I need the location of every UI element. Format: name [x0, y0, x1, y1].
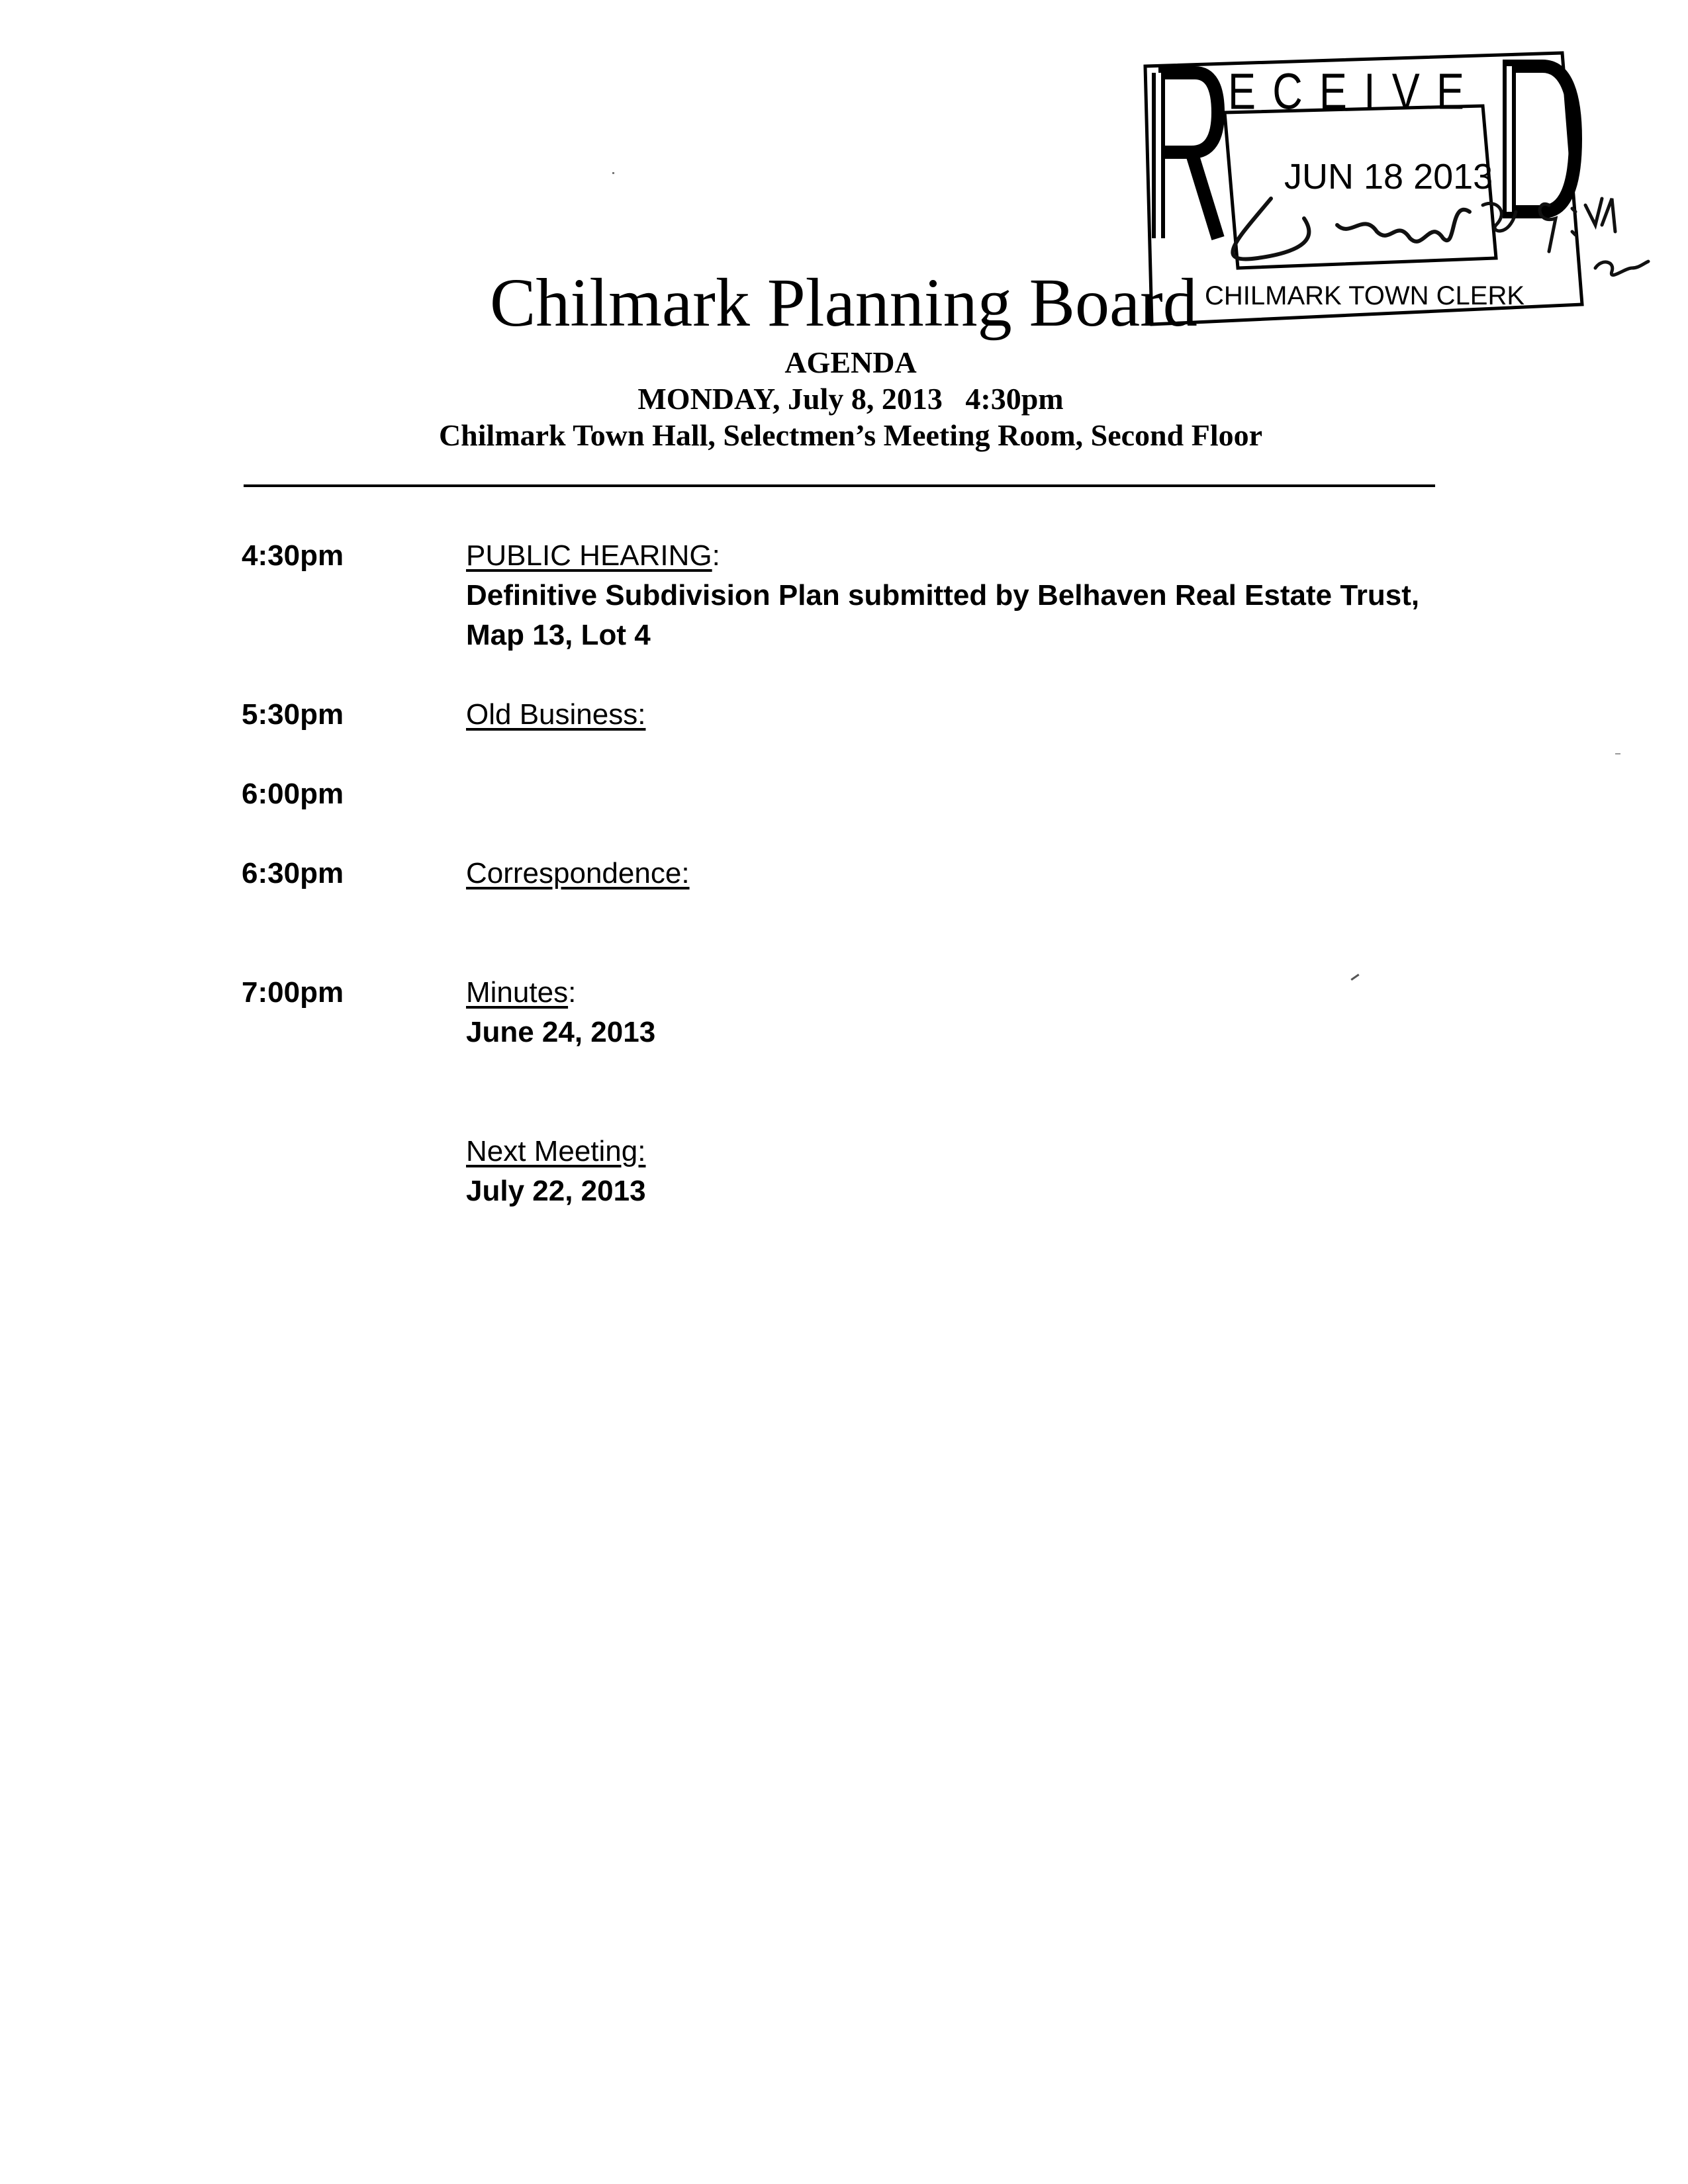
agenda-section-label [466, 973, 576, 1013]
agenda-time: 5:30pm [242, 698, 344, 731]
label-colon: : [712, 539, 720, 572]
agenda-detail: Map 13, Lot 4 [466, 619, 651, 651]
board-title: Chilmark Planning Board [490, 265, 1197, 341]
correspondence-label: Correspondence: [466, 857, 690, 889]
svg-text:ECEIVE: ECEIVE [1228, 62, 1481, 120]
agenda-heading: AGENDA [784, 345, 917, 379]
agenda-time: 6:30pm [242, 857, 344, 889]
agenda-section-label [466, 854, 690, 893]
scan-mark [1615, 753, 1620, 754]
header-divider [244, 484, 1435, 487]
scan-mark [1350, 974, 1359, 980]
received-stamp [1139, 40, 1655, 344]
agenda-time: 4:30pm [242, 539, 344, 572]
agenda-detail: Definitive Subdivision Plan submitted by Belhaven Real Estate Trust, [466, 579, 1420, 612]
meeting-dateline: MONDAY, July 8, 2013 4:30pm [637, 382, 1064, 416]
svg-text:JUN 18 2013: JUN 18 2013 [1284, 157, 1493, 197]
agenda-section-label [466, 695, 645, 735]
svg-text:CHILMARK TOWN CLERK: CHILMARK TOWN CLERK [1205, 281, 1525, 310]
old-business-label: Old Business: [466, 698, 646, 731]
scan-mark [612, 172, 614, 174]
agenda-section-label [466, 536, 720, 576]
agenda-time: 6:00pm [242, 778, 344, 810]
meeting-location: Chilmark Town Hall, Selectmen’s Meeting Room, Second Floor [438, 418, 1263, 452]
public-hearing-label: PUBLIC HEARING [466, 539, 712, 572]
agenda-time: 7:00pm [242, 976, 344, 1009]
agenda-detail: June 24, 2013 [466, 1016, 656, 1048]
label-colon: : [568, 976, 577, 1009]
agenda-detail: July 22, 2013 [466, 1175, 646, 1207]
minutes-label: Minutes [466, 976, 569, 1009]
agenda-section-label [466, 1132, 645, 1171]
next-meeting-label: Next Meeting: [466, 1135, 646, 1167]
